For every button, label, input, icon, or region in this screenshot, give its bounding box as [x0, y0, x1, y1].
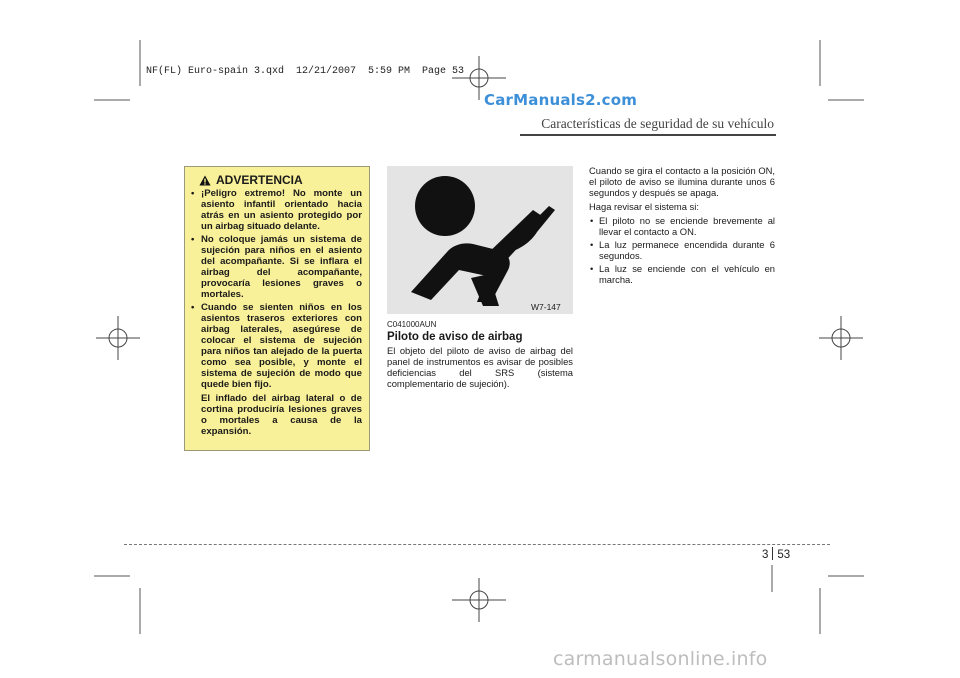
warning-extra: El inflado del airbag lateral o de cortina produciría lesiones graves o mortales a causa de la expansión. — [201, 393, 362, 437]
registration-mark-bottom — [452, 578, 506, 622]
registration-mark-left — [96, 316, 140, 360]
watermark: carmanualsonline.info — [553, 648, 768, 670]
warning-title: ADVERTENCIA — [216, 173, 303, 187]
figure-label: W7-147 — [531, 302, 561, 312]
right-intro: Cuando se gira el contacto a la posición ON, el piloto de aviso se ilumina durante unos 6 segundos y después se apaga. — [589, 165, 775, 198]
print-slug: NF(FL) Euro-spain 3.qxd 12/21/2007 5:59 PM Page 53 — [146, 66, 465, 77]
warning-item: • Cuando se sienten niños en los asientos traseros exteriores con airbag laterales, asegúrese de colocar el sistema de sujeción para niños tan alejado de la puerta como sea posible, y monte el sistema de sujeción de modo que quede bien fijo. — [191, 302, 362, 390]
chapter-number: 3 — [762, 549, 769, 561]
page-number-separator — [772, 547, 773, 560]
right-list — [589, 215, 775, 285]
right-item: • El piloto no se enciende brevemente al llevar el contacto a ON. — [589, 215, 775, 237]
header-rule — [520, 134, 776, 136]
warning-box — [184, 166, 370, 451]
warning-triangle-icon — [199, 175, 211, 186]
section-title: Piloto de aviso de airbag — [387, 331, 523, 343]
section-body: El objeto del piloto de aviso de airbag del panel de instrumentos es avisar de posibles deficiencias del SRS (sistema complementario de sujeción). — [387, 345, 573, 389]
page-number — [762, 547, 790, 561]
footer-rule — [124, 544, 830, 545]
right-check-label: Haga revisar el sistema si: — [589, 201, 699, 212]
right-item: • La luz se enciende con el vehículo en marcha. — [589, 263, 775, 285]
warning-list — [191, 188, 362, 390]
right-column — [589, 165, 775, 287]
registration-mark-right — [819, 316, 863, 360]
warning-item: • No coloque jamás un sistema de sujeción para niños en el asiento del acompañante. Si se inflara el airbag del acompañante, provocaría lesiones graves o mortales. — [191, 234, 362, 300]
warning-item: • ¡Peligro extremo! No monte un asiento infantil orientado hacia atrás en un asiento protegido por un airbag situado delante. — [191, 188, 362, 232]
airbag-warning-icon — [387, 166, 573, 314]
running-head: Características de seguridad de su vehículo — [541, 116, 774, 131]
page-number-value: 53 — [777, 549, 791, 561]
warning-header — [199, 175, 362, 186]
airbag-figure — [387, 166, 573, 314]
section-code: C041000AUN — [387, 320, 437, 329]
site-logo: CarManuals2.com — [484, 91, 638, 109]
right-item: • La luz permanece encendida durante 6 segundos. — [589, 239, 775, 261]
